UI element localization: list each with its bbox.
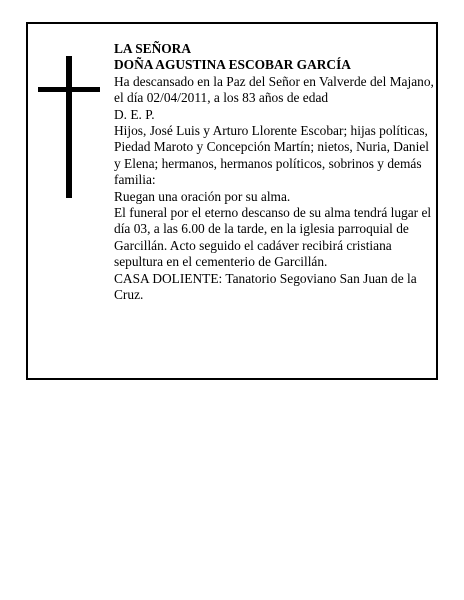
obituary-notice bbox=[26, 22, 438, 380]
cross-vertical-bar bbox=[66, 56, 72, 198]
family-text: Hijos, José Luis y Arturo Llorente Escobar; hijas políticas, Piedad Maroto y Concepción Martín; nietos, Nuria, Daniel y Elena; hermanos, hermanos políticos, sobrinos y demás familia: bbox=[114, 123, 429, 188]
deceased-name: DOÑA AGUSTINA ESCOBAR GARCÍA bbox=[114, 57, 351, 73]
announcement-text: Ha descansado en la Paz del Señor en Valverde del Majano, el día 02/04/2011, a los 83 años de edad bbox=[114, 73, 434, 106]
mourning-house-text: CASA DOLIENTE: Tanatorio Segoviano San Juan de la Cruz. bbox=[114, 270, 417, 303]
funeral-text: El funeral por el eterno descanso de su alma tendrá lugar el día 03, a las 6.00 de la tarde, en la iglesia parroquial de Garcillán. Acto seguido el cadáver recibirá cristiana sepultura en el cementerio de Garcillán. bbox=[114, 205, 432, 270]
notice-body bbox=[114, 41, 434, 304]
prayer-text: Ruegan una oración por su alma. bbox=[114, 188, 291, 204]
rip-text: D. E. P. bbox=[114, 106, 155, 122]
cross-icon bbox=[38, 56, 100, 198]
cross-horizontal-bar bbox=[38, 87, 100, 92]
notice-heading: LA SEÑORA bbox=[114, 41, 192, 56]
